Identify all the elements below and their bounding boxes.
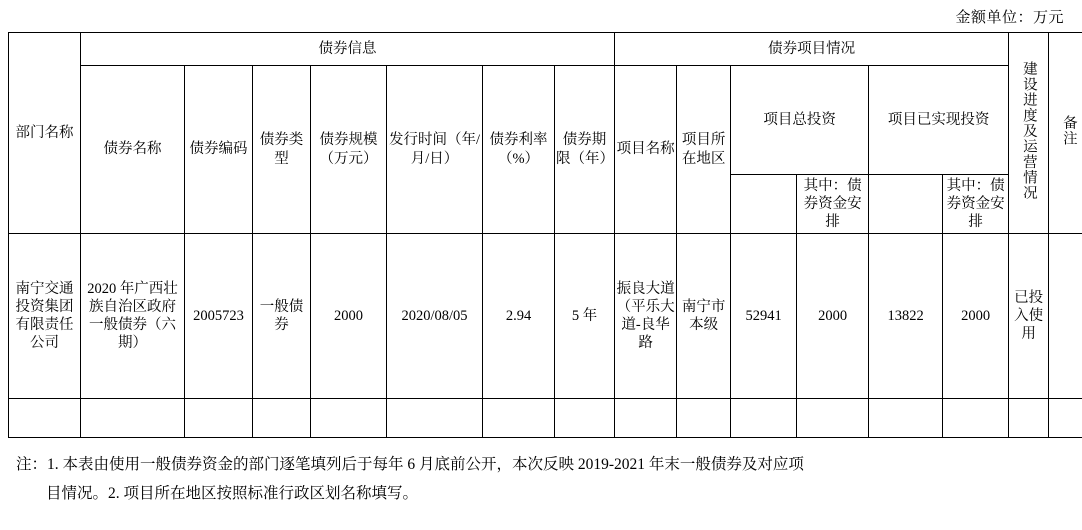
- cell-issue-date: 2020/08/05: [387, 234, 483, 399]
- col-header-bond-rate: 债券利率（%）: [483, 66, 555, 234]
- group-header-project-info: 债券项目情况: [615, 33, 1009, 66]
- cell-bond-term: [555, 399, 615, 438]
- col-header-remark: 备注: [1049, 33, 1082, 234]
- cell-bond-type: [253, 399, 311, 438]
- col-header-total-invest-blank: [731, 174, 797, 233]
- cell-total-invest: 52941: [731, 234, 797, 399]
- col-header-total-invest-bond-part: 其中：债券资金安排: [797, 174, 869, 233]
- cell-total-invest-bond-part: [797, 399, 869, 438]
- cell-bond-rate: [483, 399, 555, 438]
- cell-dept-name: 南宁交通投资集团有限责任公司: [9, 234, 81, 399]
- col-header-project-region: 项目所在地区: [677, 66, 731, 234]
- cell-total-invest: [731, 399, 797, 438]
- cell-project-region: 南宁市本级: [677, 234, 731, 399]
- col-header-bond-name: 债券名称: [81, 66, 185, 234]
- col-header-bond-code: 债券编码: [185, 66, 253, 234]
- cell-bond-name: 2020 年广西壮族自治区政府一般债券（六期）: [81, 234, 185, 399]
- cell-project-region: [677, 399, 731, 438]
- header-row-groups: [9, 33, 1082, 66]
- table-row: [9, 234, 1082, 399]
- cell-bond-scale: 2000: [311, 234, 387, 399]
- table-footnotes: [8, 450, 1074, 509]
- amount-unit-note: 金额单位：万元: [955, 10, 1064, 26]
- cell-done-invest-bond-part: 2000: [943, 234, 1009, 399]
- cell-project-name: 振良大道（平乐大道-良华路: [615, 234, 677, 399]
- table-row: [9, 399, 1082, 438]
- group-header-done-invest: 项目已实现投资: [869, 66, 1009, 175]
- col-header-issue-date: 发行时间（年/月/日）: [387, 66, 483, 234]
- cell-done-invest: 13822: [869, 234, 943, 399]
- group-header-total-invest: 项目总投资: [731, 66, 869, 175]
- cell-progress: [1009, 399, 1049, 438]
- bond-disclosure-table: [8, 32, 1082, 438]
- cell-bond-code: 2005723: [185, 234, 253, 399]
- col-header-project-name: 项目名称: [615, 66, 677, 234]
- cell-remark: [1049, 234, 1082, 399]
- footnote-line-1: 注：1. 本表由使用一般债券资金的部门逐笔填列后于每年 6 月底前公开，本次反映 2019-2021 年末一般债券及对应项: [16, 456, 804, 473]
- cell-bond-name: [81, 399, 185, 438]
- cell-dept-name: [9, 399, 81, 438]
- col-header-dept-name: 部门名称: [9, 33, 81, 234]
- cell-issue-date: [387, 399, 483, 438]
- col-header-bond-term: 债券期限（年）: [555, 66, 615, 234]
- cell-project-name: [615, 399, 677, 438]
- group-header-bond-info: 债券信息: [81, 33, 615, 66]
- col-header-bond-scale: 债券规模（万元）: [311, 66, 387, 234]
- cell-done-invest: [869, 399, 943, 438]
- col-header-done-invest-bond-part: 其中：债券资金安排: [943, 174, 1009, 233]
- cell-bond-type: 一般债券: [253, 234, 311, 399]
- cell-bond-code: [185, 399, 253, 438]
- cell-total-invest-bond-part: 2000: [797, 234, 869, 399]
- col-header-bond-type: 债券类型: [253, 66, 311, 234]
- col-header-done-invest-blank: [869, 174, 943, 233]
- footnote-line-2: 目情况。2. 项目所在地区按照标准行政区划名称填写。: [46, 485, 419, 503]
- header-row-subgroups: [9, 66, 1082, 175]
- cell-progress: 已投入使用: [1009, 234, 1049, 399]
- cell-bond-scale: [311, 399, 387, 438]
- cell-done-invest-bond-part: [943, 399, 1009, 438]
- cell-bond-term: 5 年: [555, 234, 615, 399]
- cell-remark: [1049, 399, 1082, 438]
- cell-bond-rate: 2.94: [483, 234, 555, 399]
- col-header-progress: 建设进度及运营情况: [1009, 33, 1049, 234]
